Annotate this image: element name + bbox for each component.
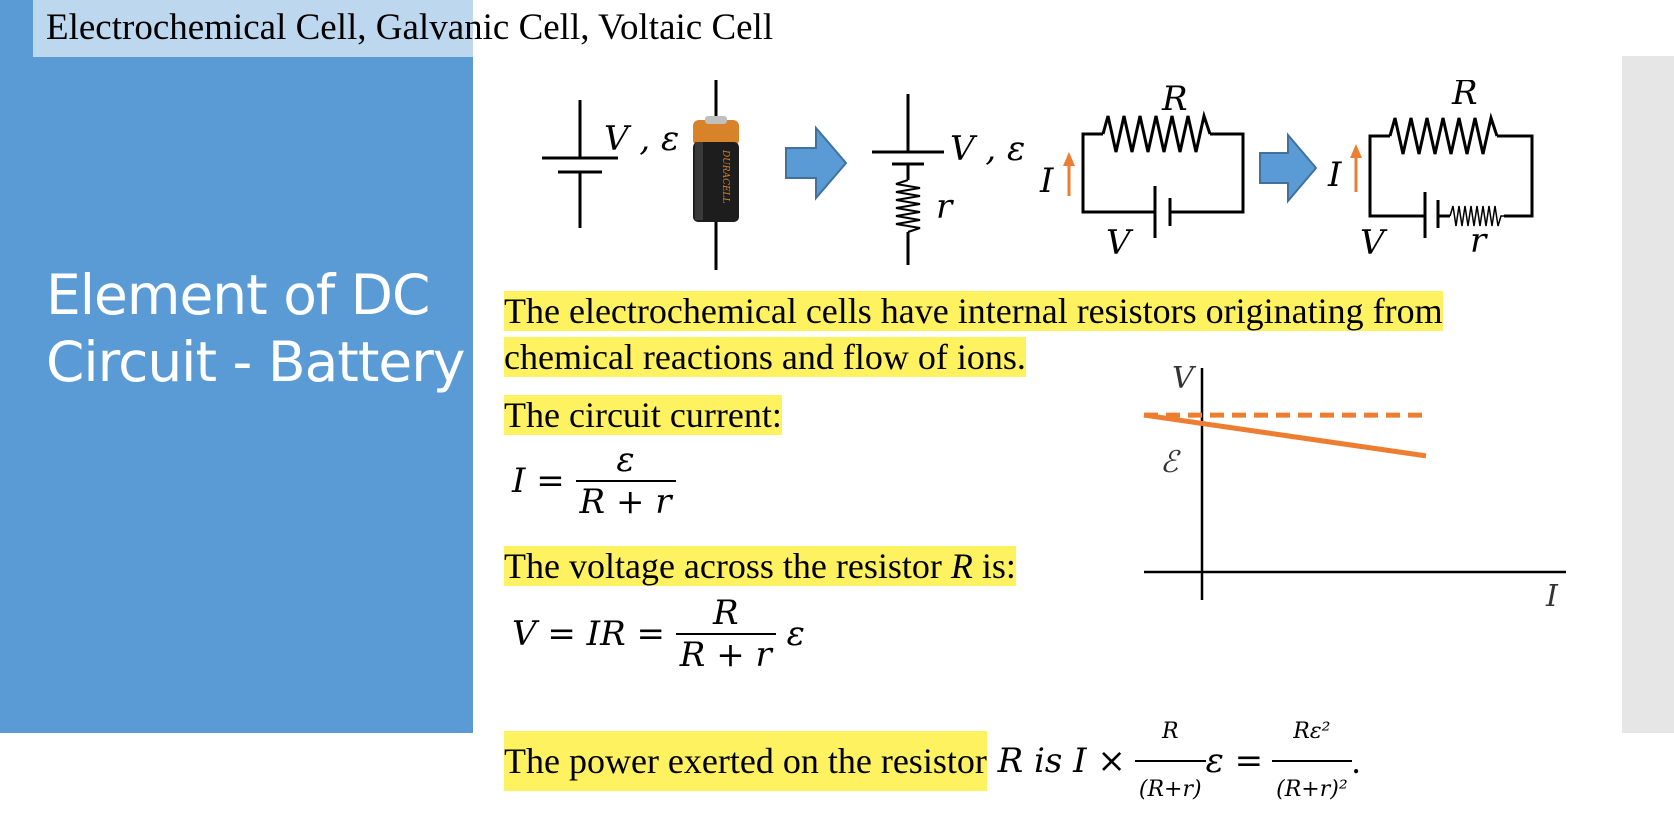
current-equation: I = $\frac{\varepsilon}{R + r}$ xyxy=(512,440,676,522)
circuit2-internal-r-label: r xyxy=(1470,221,1487,261)
emf-annotation: ℰ xyxy=(1160,445,1179,480)
y-axis-label: V xyxy=(1172,361,1194,396)
current-eq-denominator: R + r xyxy=(579,482,672,522)
current-eq-numerator: ε xyxy=(576,440,676,482)
right-arrow-icon xyxy=(786,128,846,198)
page-title: Electrochemical Cell, Galvanic Cell, Voltaic Cell xyxy=(46,7,774,48)
internal-resistance-label: r xyxy=(936,187,953,227)
voltage-eq-numerator: R xyxy=(676,593,776,635)
circuit-simple xyxy=(1083,116,1243,238)
circuit-internal-resistance xyxy=(1370,118,1532,238)
battery-internal-resistor-symbol xyxy=(872,94,944,265)
circuit-voltage-label: V xyxy=(1106,223,1131,263)
slide-section-title: Element of DC Circuit - Battery xyxy=(46,263,465,394)
x-axis-label: I xyxy=(1546,579,1558,614)
circuit-current-label: I xyxy=(1040,161,1054,201)
terminal-voltage-line xyxy=(1144,415,1426,456)
voltage-label: The voltage across the resistor R is: xyxy=(504,546,1016,586)
voltage-equation: V = IR = $\frac{R}{R + r}$ ε xyxy=(512,593,805,675)
voltage-eq-denominator: R + r xyxy=(679,635,772,675)
battery-photo xyxy=(693,80,739,270)
right-arrow-icon xyxy=(1260,135,1316,201)
right-margin-strip xyxy=(1622,56,1674,733)
current-label: The circuit current: xyxy=(504,395,782,435)
intro-line-2: chemical reactions and flow of ions. xyxy=(504,337,1026,377)
current-arrow-icon xyxy=(1350,144,1362,158)
intro-line-1: The electrochemical cells have internal resistors originating from xyxy=(504,291,1443,331)
circuit2-voltage-label: V xyxy=(1360,223,1385,263)
circuit2-resistor-label: R xyxy=(1452,80,1478,113)
battery-brand: DURACELL xyxy=(720,150,730,204)
circuit-resistor-label: R xyxy=(1162,80,1188,119)
internal-battery-label: V , ε xyxy=(950,129,1026,169)
current-arrow-icon xyxy=(1063,152,1075,166)
battery-label: V , ε xyxy=(604,119,680,159)
circuit2-current-label: I xyxy=(1328,155,1342,195)
power-statement: The power exerted on the resistor R is I × $\frac{R}{(R+r)}$ ε = $\frac{\text{Rε²}}{\text{(R+r)²}}$ . xyxy=(504,704,1361,818)
vi-chart xyxy=(1130,360,1570,620)
circuit-diagrams xyxy=(520,80,1540,280)
